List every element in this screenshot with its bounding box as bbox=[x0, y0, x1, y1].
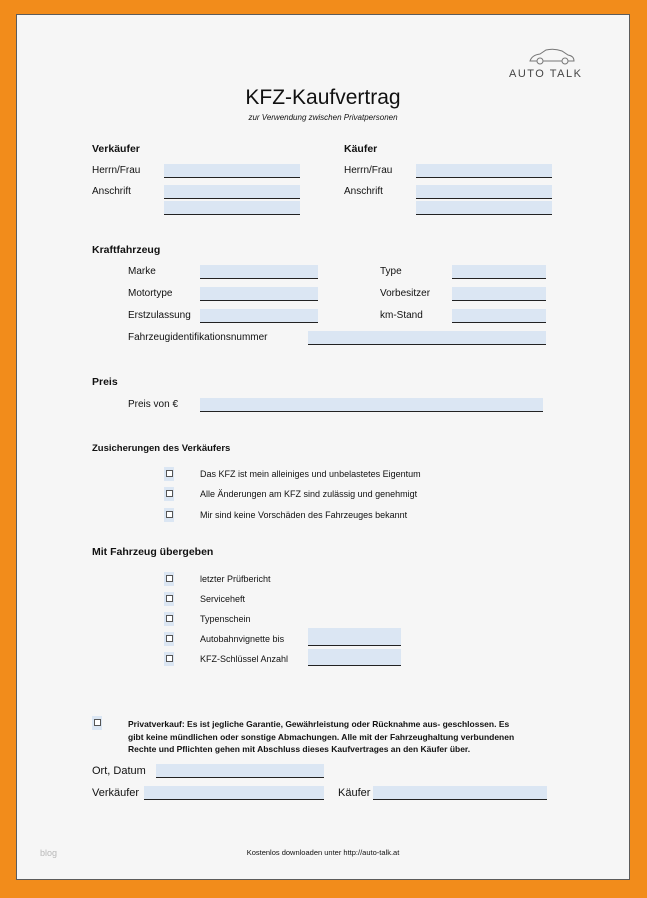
seller-address-label: Anschrift bbox=[92, 186, 131, 197]
handover-checkbox-4[interactable] bbox=[164, 632, 174, 646]
assurance-text-1: Das KFZ ist mein alleiniges und unbelastetes Eigentum bbox=[200, 469, 421, 479]
private-sale-checkbox[interactable] bbox=[92, 716, 102, 730]
handover-heading: Mit Fahrzeug übergeben bbox=[92, 546, 214, 558]
seller-address-field-1[interactable] bbox=[164, 185, 300, 199]
place-date-label: Ort, Datum bbox=[92, 765, 146, 777]
type-field[interactable] bbox=[452, 265, 546, 279]
place-date-field[interactable] bbox=[156, 764, 324, 778]
buyer-salutation-label: Herrn/Frau bbox=[344, 165, 393, 176]
seller-signature-label: Verkäufer bbox=[92, 787, 140, 799]
first-registration-field[interactable] bbox=[200, 309, 318, 323]
key-count-field[interactable] bbox=[308, 649, 401, 666]
make-label: Marke bbox=[128, 266, 156, 277]
buyer-heading: Käufer bbox=[344, 143, 378, 155]
seller-heading: Verkäufer bbox=[92, 143, 140, 155]
vin-label: Fahrzeugidentifikationsnummer bbox=[128, 332, 268, 343]
assurances-heading: Zusicherungen des Verkäufers bbox=[92, 443, 231, 454]
seller-address-field-2[interactable] bbox=[164, 201, 300, 215]
engine-type-field[interactable] bbox=[200, 287, 318, 301]
private-sale-line-1: Privatverkauf: Es ist jegliche Garantie, Gewährleistung oder Rücknahme aus- geschlossen. Es bbox=[128, 719, 510, 729]
handover-text-2: Serviceheft bbox=[200, 594, 246, 604]
buyer-signature-field[interactable] bbox=[373, 786, 547, 800]
assurance-text-3: Mir sind keine Vorschäden des Fahrzeuges bekannt bbox=[200, 510, 408, 520]
seller-salutation-label: Herrn/Frau bbox=[92, 165, 141, 176]
handover-checkbox-5[interactable] bbox=[164, 652, 174, 666]
handover-text-5: KFZ-Schlüssel Anzahl bbox=[200, 654, 289, 664]
logo-text: AUTO TALK bbox=[509, 68, 583, 80]
assurance-text-2: Alle Änderungen am KFZ sind zulässig und genehmigt bbox=[200, 489, 418, 499]
vehicle-heading: Kraftfahrzeug bbox=[92, 244, 161, 256]
mileage-field[interactable] bbox=[452, 309, 546, 323]
handover-text-3: Typenschein bbox=[200, 614, 251, 624]
car-logo-icon bbox=[528, 46, 576, 66]
price-heading: Preis bbox=[92, 376, 118, 388]
private-sale-line-2: gibt keine mündlichen oder sonstige Abmachungen. Alle mit der Fahrzeughaltung verbundenen bbox=[128, 731, 515, 742]
seller-signature-field[interactable] bbox=[144, 786, 324, 800]
handover-checkbox-2[interactable] bbox=[164, 592, 174, 606]
buyer-salutation-field[interactable] bbox=[416, 164, 552, 178]
buyer-signature-label: Käufer bbox=[338, 787, 371, 799]
footer-text: Kostenlos downloaden unter http://auto-talk.at bbox=[246, 848, 400, 857]
buyer-address-label: Anschrift bbox=[344, 186, 383, 197]
handover-text-1: letzter Prüfbericht bbox=[200, 574, 271, 584]
handover-checkbox-1[interactable] bbox=[164, 572, 174, 586]
make-field[interactable] bbox=[200, 265, 318, 279]
private-sale-line-3: Rechte und Pflichten gehen mit Abschluss dieses Kaufvertrages an den Käufer über. bbox=[128, 744, 471, 754]
previous-owner-field[interactable] bbox=[452, 287, 546, 301]
seller-salutation-field[interactable] bbox=[164, 164, 300, 178]
first-registration-label: Erstzulassung bbox=[128, 310, 191, 321]
page-subtitle: zur Verwendung zwischen Privatpersonen bbox=[248, 113, 398, 122]
watermark: blog bbox=[40, 848, 58, 858]
document-page bbox=[16, 14, 630, 880]
price-label: Preis von € bbox=[128, 399, 179, 410]
vin-field[interactable] bbox=[308, 331, 546, 345]
private-sale-text bbox=[128, 718, 568, 756]
previous-owner-label: Vorbesitzer bbox=[380, 288, 431, 299]
assurance-checkbox-1[interactable] bbox=[164, 467, 174, 481]
price-field[interactable] bbox=[200, 398, 543, 412]
buyer-address-field-2[interactable] bbox=[416, 201, 552, 215]
type-label: Type bbox=[380, 266, 402, 277]
engine-type-label: Motortype bbox=[128, 288, 173, 299]
assurance-checkbox-2[interactable] bbox=[164, 487, 174, 501]
buyer-address-field-1[interactable] bbox=[416, 185, 552, 199]
assurance-checkbox-3[interactable] bbox=[164, 508, 174, 522]
handover-checkbox-3[interactable] bbox=[164, 612, 174, 626]
vignette-field[interactable] bbox=[308, 628, 401, 646]
page-title: KFZ-Kaufvertrag bbox=[245, 86, 401, 109]
handover-text-4: Autobahnvignette bis bbox=[200, 634, 285, 644]
mileage-label: km-Stand bbox=[380, 310, 423, 321]
